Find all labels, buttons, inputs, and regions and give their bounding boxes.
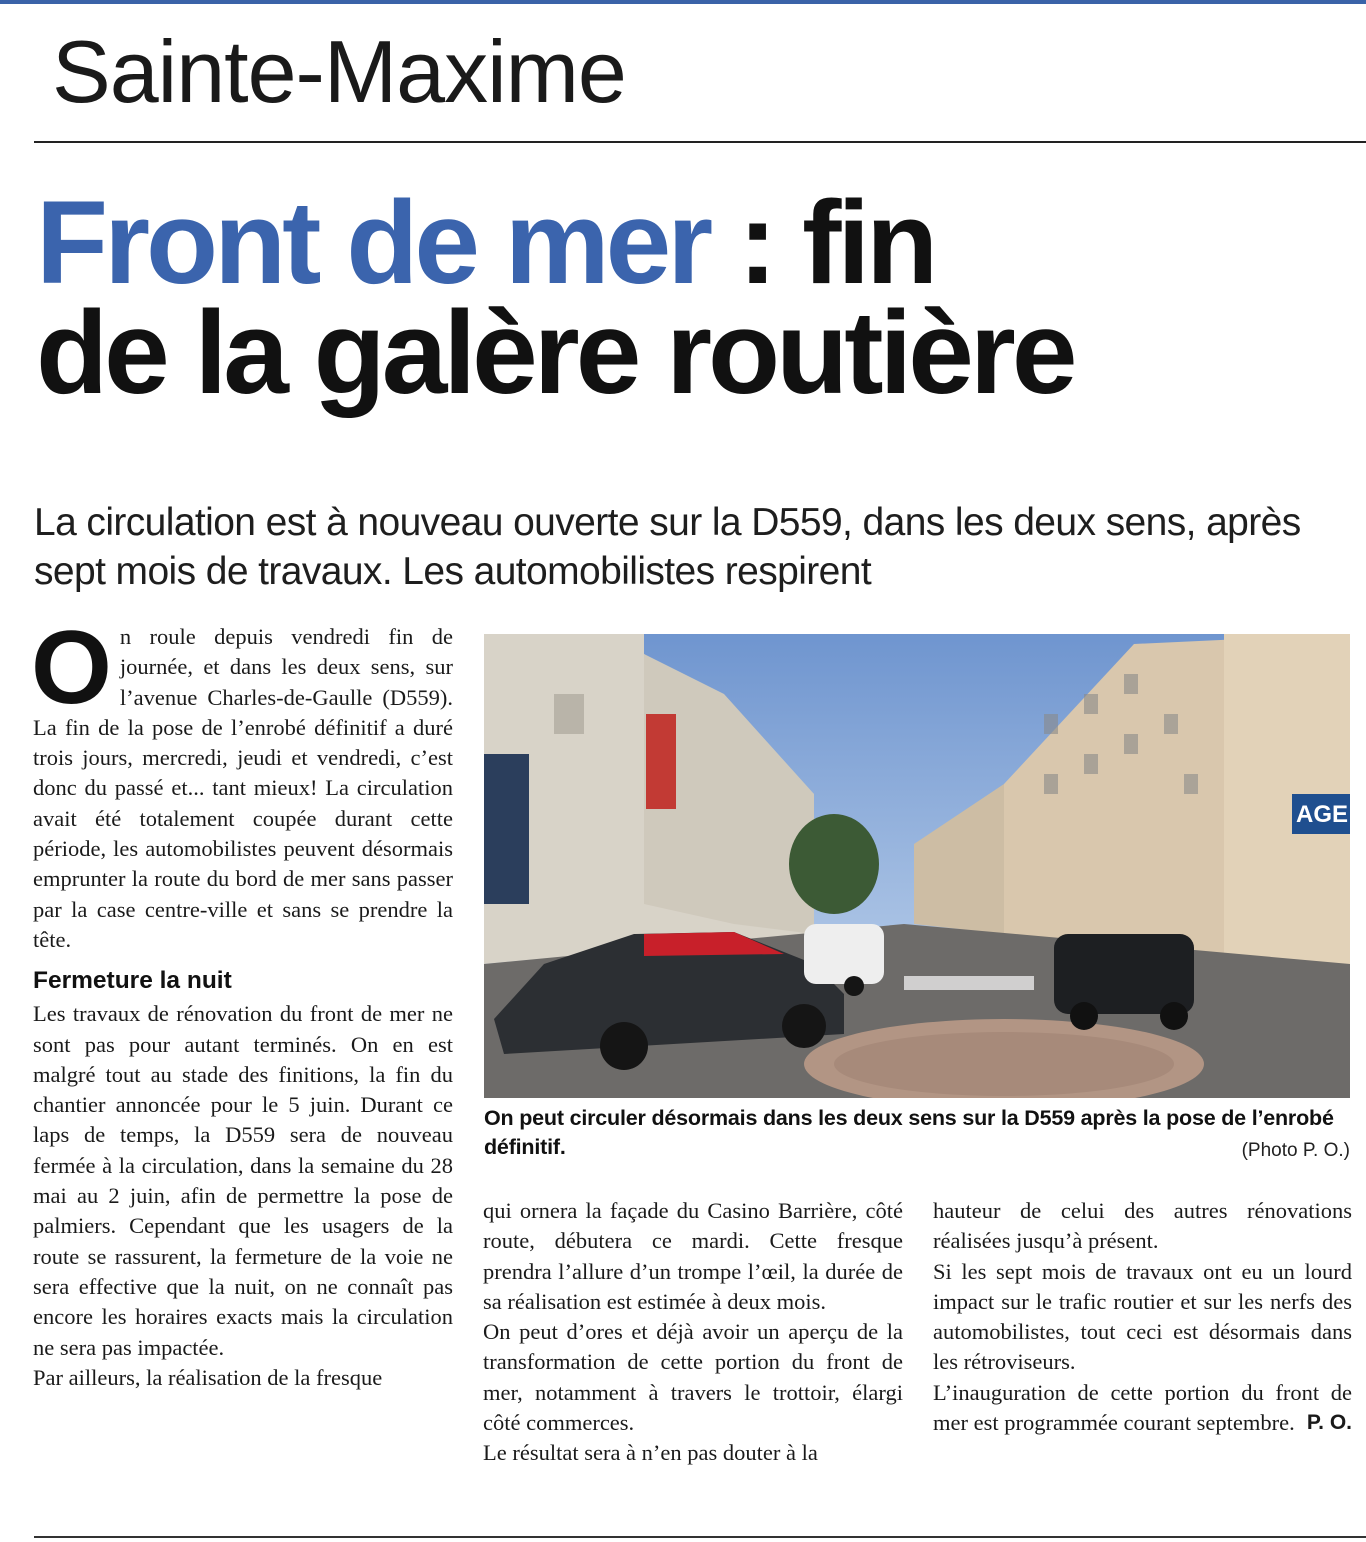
- headline-highlight: Front de mer: [36, 177, 710, 309]
- paragraph-7: [933, 1378, 1352, 1439]
- street-photo: [484, 634, 1350, 1098]
- intro-text: n roule depuis vendredi fin de journée, et dans les deux sens, sur l’avenue Charles-de-Gaulle (D559). La fin de la pose de l’enrobé définitif a duré trois jours, mercredi, jeudi et vendredi, c’est donc du passé et... tant mieux! La circulation avait été totalement coupée durant cette période, les automobilistes peuvent désormais emprunter la route du bord de mer sans passer par la case centre-ville et sans se prendre la tête.: [33, 624, 453, 952]
- subheading: Fermeture la nuit: [33, 967, 232, 995]
- headline-rest: : fin: [709, 177, 935, 309]
- footer-divider: [34, 1536, 1366, 1538]
- paragraph-3-end: qui ornera la façade du Casino Barrière, côté route, débutera ce mardi. Cette fresque prendra l’allure d’un trompe l’œil, la durée de sa réalisation est estimée à deux mois.: [483, 1198, 903, 1314]
- headline-line-2: de la galère routière: [36, 287, 1074, 419]
- paragraph-5-end: hauteur de celui des autres rénovations réalisées jusqu’à présent.: [933, 1198, 1352, 1254]
- top-accent-bar: [0, 0, 1366, 4]
- article-column-3: [933, 1196, 1352, 1438]
- paragraph-6: Si les sept mois de travaux ont eu un lourd impact sur le trafic routier et sur les nerfs des automobilistes, tout ceci est désormais dans les rétroviseurs.: [933, 1258, 1352, 1375]
- street-photo-illustration: [484, 634, 1350, 1098]
- author-signature: P. O.: [1306, 1411, 1352, 1435]
- headline: [36, 177, 1362, 419]
- paragraph-5-start: Le résultat sera à n’en pas douter à la: [483, 1440, 818, 1466]
- drop-cap: O: [31, 610, 112, 726]
- paragraph-3-start: Par ailleurs, la réalisation de la fresque: [33, 1364, 383, 1390]
- paragraph-7-text: L’inauguration de cette portion du front de mer est programmée courant septembre.: [933, 1379, 1352, 1436]
- intro-paragraph: [31, 610, 453, 955]
- headline-line-1: [36, 177, 1362, 309]
- photo-caption: On peut circuler désormais dans les deux sens sur la D559 après la pose de l’enrobé définitif.: [484, 1106, 1334, 1159]
- building-sign: AGE: [1296, 801, 1349, 828]
- paragraph-4: On peut d’ores et déjà avoir un aperçu de la transformation de cette portion du front de mer, notamment à travers le trottoir, élargi côté commerces.: [483, 1319, 903, 1436]
- photo-credit: (Photo P. O.): [1241, 1140, 1350, 1161]
- article-column-1: [31, 610, 453, 1393]
- standfirst: La circulation est à nouveau ouverte sur la D559, dans les deux sens, après sept mois de travaux. Les automobilistes respirent: [34, 501, 1301, 593]
- header-divider: [34, 141, 1366, 143]
- article-column-2: [483, 1196, 903, 1469]
- section-title: Sainte-Maxime: [52, 22, 626, 121]
- paragraph-2: Les travaux de rénovation du front de mer ne sont pas pour autant terminés. On en est malgré tout au stade des finitions, la fin du chantier annoncée pour le 5 juin. Durant ce laps de temps, la D559 sera de nouveau fermée à la circulation, dans la semaine du 28 mai au 2 juin, afin de permettre la pose de palmiers. Cependant que les usagers de la route se rassurent, la fermeture de la voie ne sera effective que la nuit, on ne connaît pas encore les horaires exacts mais la circulation ne sera pas impactée.: [33, 1001, 453, 1360]
